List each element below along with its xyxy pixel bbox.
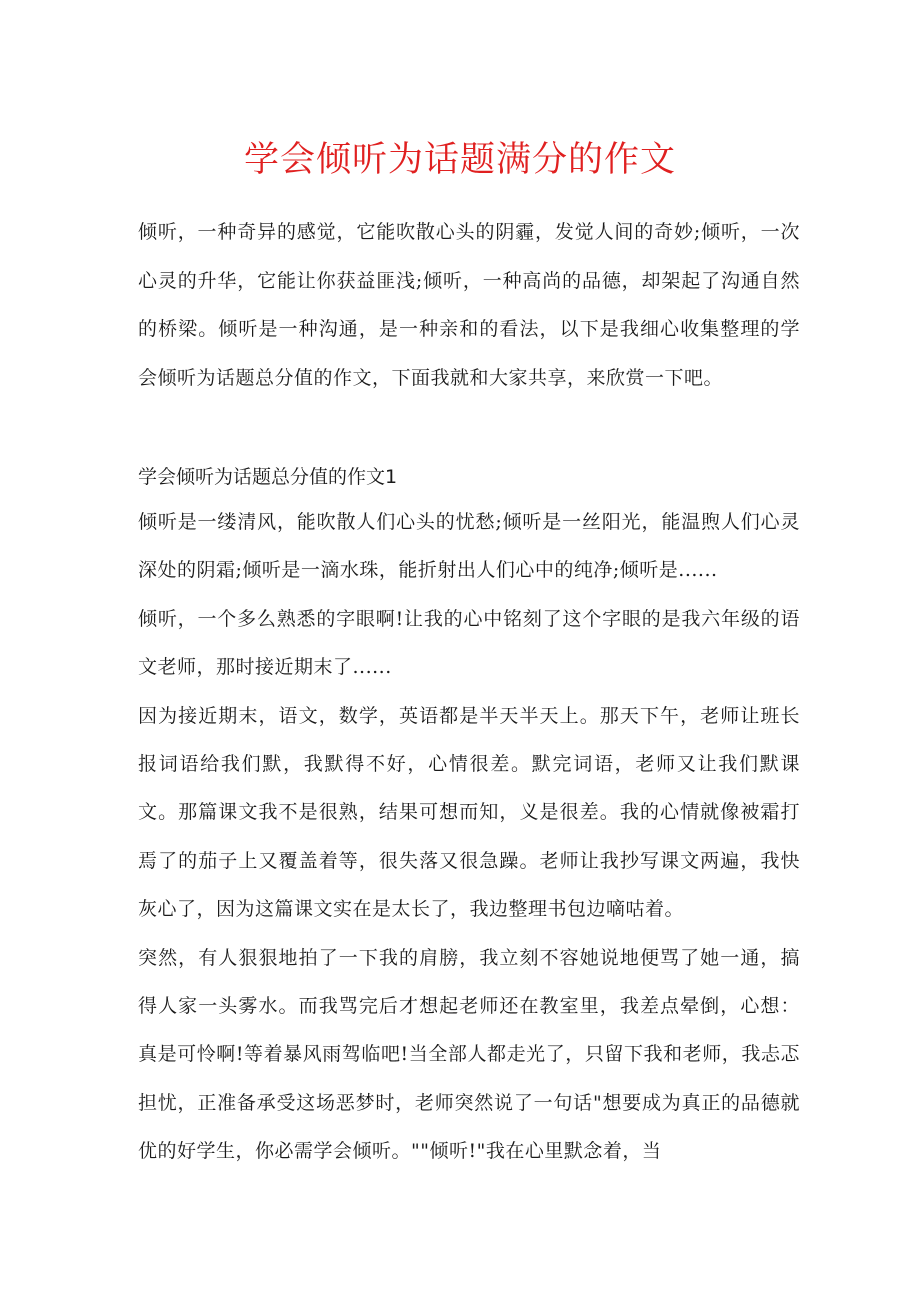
intro-paragraph: 倾听，一种奇异的感觉，它能吹散心头的阴霾，发觉人间的奇妙;倾听，一次心灵的升华，它能让你获益匪浅;倾听，一种高尚的品德，却架起了沟通自然的桥梁。倾听是一种沟通，是一种亲和的看法，以下是我细心收集整理的学会倾听为话题总分值的作文，下面我就和大家共享，来欣赏一下吧。: [138, 221, 800, 389]
essay-paragraph: 突然，有人狠狠地拍了一下我的肩膀，我立刻不容她说地便骂了她一通，搞得人家一头雾水。而我骂完后才想起老师还在教室里，我差点晕倒，心想：真是可怜啊!等着暴风雨驾临吧!当全部人都走光了，只留下我和老师，我忐忑担忧，正准备承受这场恶梦时，老师突然说了一句话"想要成为真正的品德就优的好学生，你必需学会倾听。""倾听!"我在心里默念着，当: [138, 946, 800, 1163]
section-heading: 学会倾听为话题总分值的作文1: [138, 466, 398, 488]
essay-paragraph: 倾听是一缕清风，能吹散人们心头的忧愁;倾听是一丝阳光，能温煦人们心灵深处的阴霜;倾听是一滴水珠，能折射出人们心中的纯净;倾听是......: [138, 511, 800, 582]
document-title: 学会倾听为话题满分的作文: [243, 140, 676, 180]
essay-paragraph: 倾听，一个多么熟悉的字眼啊!让我的心中铭刻了这个字眼的是我六年级的语文老师，那时接近期末了......: [138, 607, 800, 679]
essay-body: [138, 498, 800, 1176]
essay-paragraph: 因为接近期末，语文，数学，英语都是半天半天上。那天下午，老师让班长报词语给我们默，我默得不好，心情很差。默完词语，老师又让我们默课文。那篇课文我不是很熟，结果可想而知，义是很差。我的心情就像被霜打焉了的茄子上又覆盖着等，很失落又很急躁。老师让我抄写课文两遍，我快灰心了，因为这篇课文实在是太长了，我边整理书包边嘀咕着。: [138, 704, 800, 921]
